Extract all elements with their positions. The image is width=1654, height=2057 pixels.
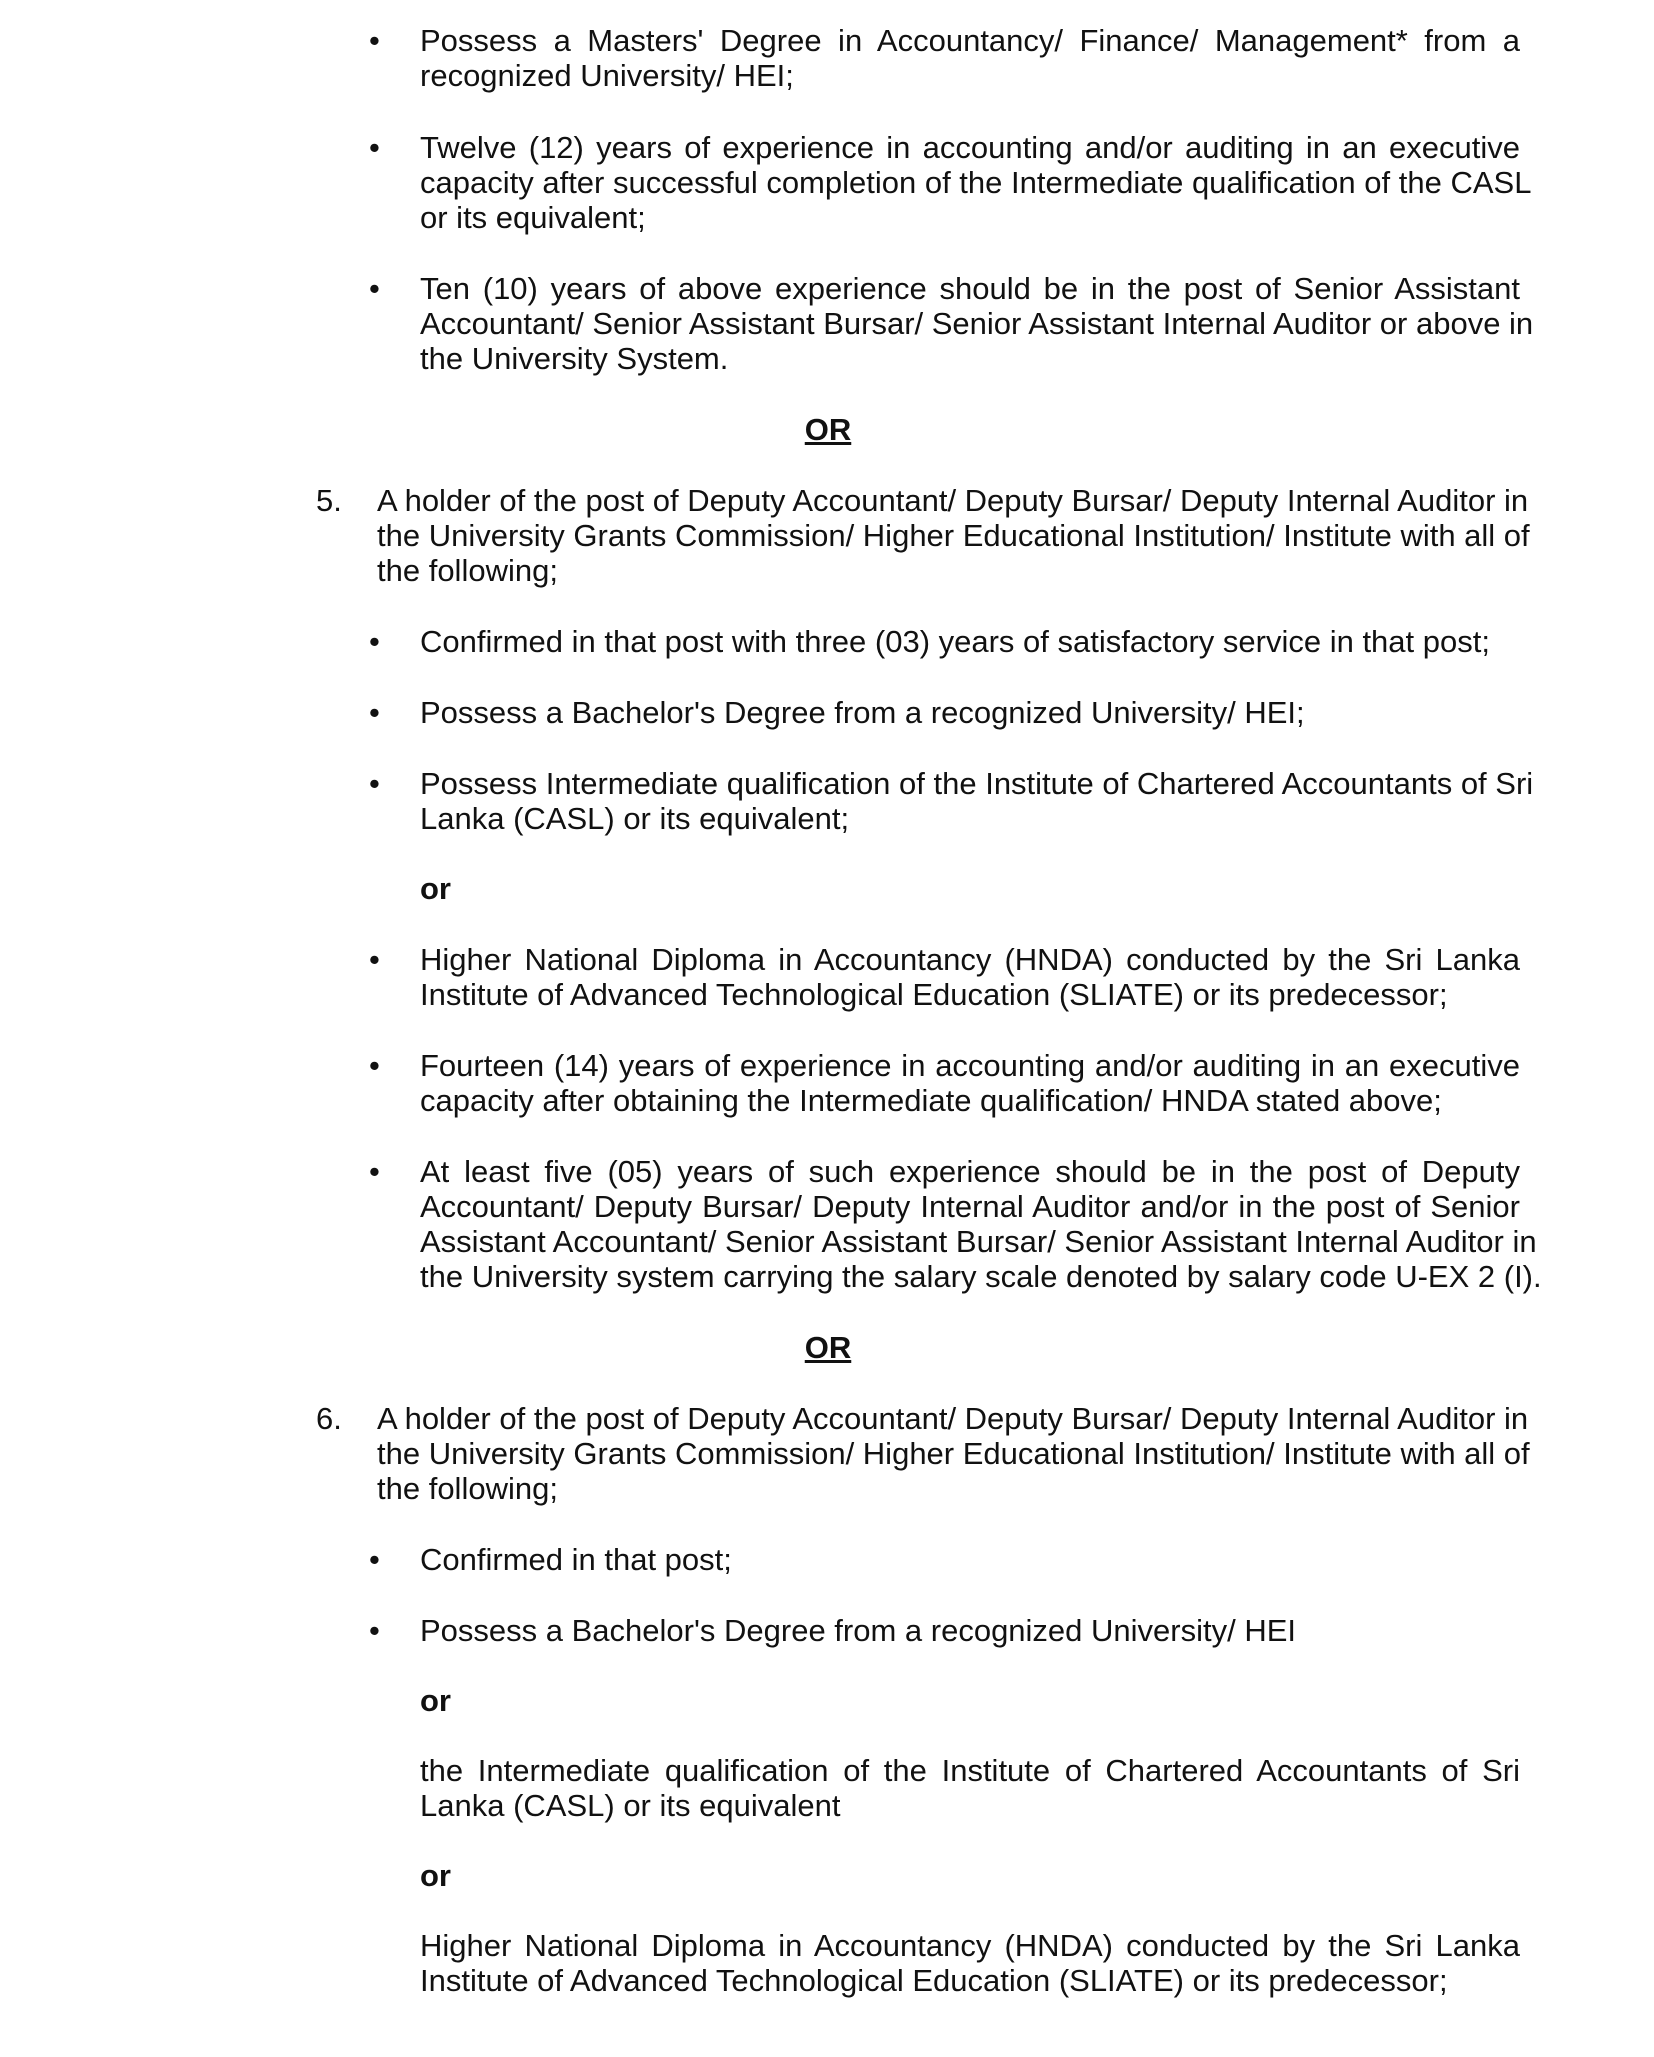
bullet-text-line: Possess a Bachelor's Degree from a recognized University/ HEI; <box>420 695 1305 730</box>
bullet-text-line: Accountant/ Senior Assistant Bursar/ Senior Assistant Internal Auditor or above in <box>420 306 1534 341</box>
bullet-text-line: recognized University/ HEI; <box>420 58 794 93</box>
bullet-text-line: capacity after obtaining the Intermediate qualification/ HNDA stated above; <box>420 1083 1442 1118</box>
or-label: or <box>420 1683 451 1718</box>
bullet-text-line: Assistant Accountant/ Senior Assistant Bursar/ Senior Assistant Internal Auditor in <box>420 1224 1537 1259</box>
item-text-line: the following; <box>377 1471 558 1506</box>
bullet-text-line: Possess a Bachelor's Degree from a recognized University/ HEI <box>420 1613 1297 1648</box>
or-separator: OR <box>804 1330 852 1365</box>
paragraph-line: Institute of Advanced Technological Education (SLIATE) or its predecessor; <box>420 1963 1448 1998</box>
or-separator: OR <box>804 412 852 447</box>
bullet-icon: • <box>369 271 380 306</box>
bullet-icon: • <box>369 1154 380 1189</box>
bullet-icon: • <box>369 130 380 165</box>
item-text-line: the following; <box>377 553 558 588</box>
bullet-text-line: Possess a Masters' Degree in Accountancy/ Finance/ Management* from a <box>420 23 1520 58</box>
paragraph-line: the Intermediate qualification of the Institute of Chartered Accountants of Sri <box>420 1753 1520 1788</box>
bullet-icon: • <box>369 942 380 977</box>
bullet-text-line: At least five (05) years of such experience should be in the post of Deputy <box>420 1154 1520 1189</box>
list-item-number: 6. <box>316 1401 342 1436</box>
bullet-text-line: Confirmed in that post; <box>420 1542 732 1577</box>
bullet-text-line: Institute of Advanced Technological Education (SLIATE) or its predecessor; <box>420 977 1448 1012</box>
bullet-text-line: Higher National Diploma in Accountancy (HNDA) conducted by the Sri Lanka <box>420 942 1520 977</box>
bullet-icon: • <box>369 766 380 801</box>
bullet-text-line: Fourteen (14) years of experience in accounting and/or auditing in an executive <box>420 1048 1520 1083</box>
bullet-icon: • <box>369 1048 380 1083</box>
bullet-text-line: capacity after successful completion of the Intermediate qualification of the CASL <box>420 165 1532 200</box>
bullet-text-line: Ten (10) years of above experience should be in the post of Senior Assistant <box>420 271 1520 306</box>
bullet-text-line: Accountant/ Deputy Bursar/ Deputy Internal Auditor and/or in the post of Senior <box>420 1189 1520 1224</box>
paragraph-line: Lanka (CASL) or its equivalent <box>420 1788 841 1823</box>
bullet-text-line: Possess Intermediate qualification of the Institute of Chartered Accountants of Sri <box>420 766 1534 801</box>
bullet-text-line: Lanka (CASL) or its equivalent; <box>420 801 850 836</box>
item-text-line: A holder of the post of Deputy Accountant/ Deputy Bursar/ Deputy Internal Auditor in <box>377 483 1529 518</box>
bullet-icon: • <box>369 624 380 659</box>
bullet-icon: • <box>369 1613 380 1648</box>
item-text-line: the University Grants Commission/ Higher Educational Institution/ Institute with all of <box>377 1436 1530 1471</box>
bullet-icon: • <box>369 1542 380 1577</box>
or-label: or <box>420 871 451 906</box>
bullet-text-line: Twelve (12) years of experience in accounting and/or auditing in an executive <box>420 130 1520 165</box>
or-label: or <box>420 1858 451 1893</box>
bullet-text-line: the University system carrying the salary scale denoted by salary code U-EX 2 (I). <box>420 1259 1542 1294</box>
bullet-text-line: Confirmed in that post with three (03) years of satisfactory service in that post; <box>420 624 1490 659</box>
item-text-line: A holder of the post of Deputy Accountant/ Deputy Bursar/ Deputy Internal Auditor in <box>377 1401 1529 1436</box>
list-item-number: 5. <box>316 483 342 518</box>
paragraph-line: Higher National Diploma in Accountancy (HNDA) conducted by the Sri Lanka <box>420 1928 1520 1963</box>
bullet-text-line: or its equivalent; <box>420 200 646 235</box>
bullet-text-line: the University System. <box>420 341 729 376</box>
item-text-line: the University Grants Commission/ Higher Educational Institution/ Institute with all of <box>377 518 1530 553</box>
bullet-icon: • <box>369 695 380 730</box>
bullet-icon: • <box>369 23 380 58</box>
